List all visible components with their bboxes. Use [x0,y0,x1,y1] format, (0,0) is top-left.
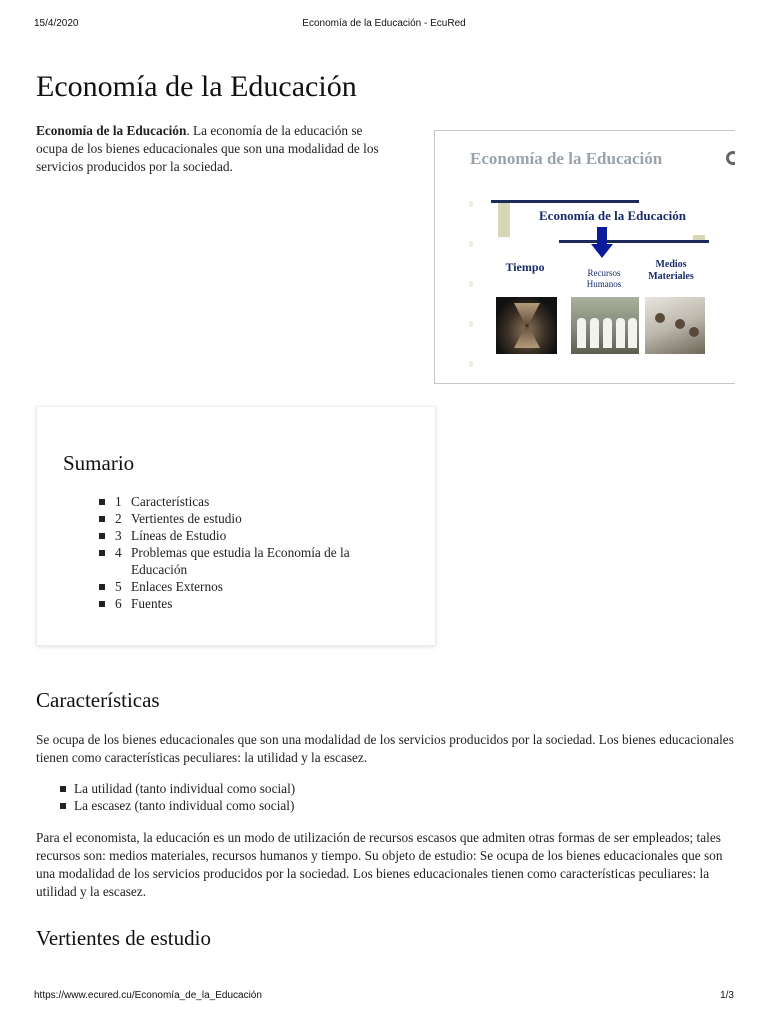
label-recursos: Recursos Humanos [586,268,622,289]
toc-item-label[interactable]: Vertientes de estudio [131,511,242,526]
intro-bold-term: Economía de la Educación [36,123,187,138]
print-title: Economía de la Educación - EcuRed [302,18,466,29]
figure-subtitle: Economía de la Educación [539,208,686,223]
toc-item[interactable]: 4 Problemas que estudia la Economía de la Educación [99,544,369,578]
print-header [34,18,734,32]
label-medios: Medios Materiales [648,259,694,282]
toc-title: Sumario [63,451,135,475]
hourglass-photo [496,297,557,354]
list-item: La utilidad (tanto individual como social) [60,780,295,797]
caracteristicas-list [60,780,295,814]
arrow-down-icon-head [591,244,613,258]
toc-item-label[interactable]: Problemas que estudia la Economía de la Educación [131,545,350,577]
figure-logo-icon [726,151,735,165]
decor-stripe [469,201,473,207]
toc-list [89,493,369,612]
decor-stripe [469,321,473,327]
decor-bar [498,203,510,237]
toc-item-label[interactable]: Enlaces Externos [131,579,223,594]
table-of-contents [36,406,436,646]
print-url: https://www.ecured.cu/Economía_de_la_Educación [34,990,262,1001]
page-title: Economía de la Educación [36,70,357,103]
toc-item-label[interactable]: Líneas de Estudio [131,528,227,543]
toc-item[interactable]: 5 Enlaces Externos [99,578,369,595]
intro-paragraph [36,122,396,176]
figure-title: Economía de la Educación [470,149,663,168]
print-footer [34,990,734,1004]
article-image[interactable] [434,130,735,384]
decor-line [491,200,639,203]
toc-item[interactable]: 1 Características [99,493,369,510]
section-heading-caracteristicas: Características [36,688,160,712]
toc-item[interactable]: 6 Fuentes [99,595,369,612]
toc-item[interactable]: 2 Vertientes de estudio [99,510,369,527]
section-heading-vertientes: Vertientes de estudio [36,926,211,950]
decor-stripe [469,281,473,287]
decor-line [559,240,709,243]
print-date: 15/4/2020 [34,18,79,29]
print-page-number: 1/3 [720,990,734,1001]
classroom-photo [645,297,705,354]
decor-stripe [469,361,473,367]
intro-text: . La economía de la educación se ocupa de los bienes educacionales que son una modalidad de los servicios producidos por la sociedad. [36,123,379,174]
caracteristicas-paragraph-2: Para el economista, la educación es un modo de utilización de recursos escasos que admiten otras formas de ser empleados; tales recursos son: medios materiales, recursos humanos y tiempo. Su objeto de estudio: Se ocupa de los bienes educacionales que son una modalidad de los servicios producidos por la sociedad. Los bienes educacionales tienen como características peculiares: la utilidad y la escasez. [36,830,723,899]
caracteristicas-paragraph-1: Se ocupa de los bienes educacionales que son una modalidad de los servicios producidos por la sociedad. Los bienes educacionales tienen como características peculiares: la utilidad y la escasez. [36,732,734,765]
arrow-down-icon [597,227,607,245]
toc-item-label[interactable]: Características [131,494,210,509]
label-tiempo: Tiempo [505,260,545,274]
list-item: La escasez (tanto individual como social) [60,797,295,814]
people-photo [571,297,639,354]
toc-item[interactable]: 3 Líneas de Estudio [99,527,369,544]
decor-stripe [469,241,473,247]
toc-item-label[interactable]: Fuentes [131,596,173,611]
